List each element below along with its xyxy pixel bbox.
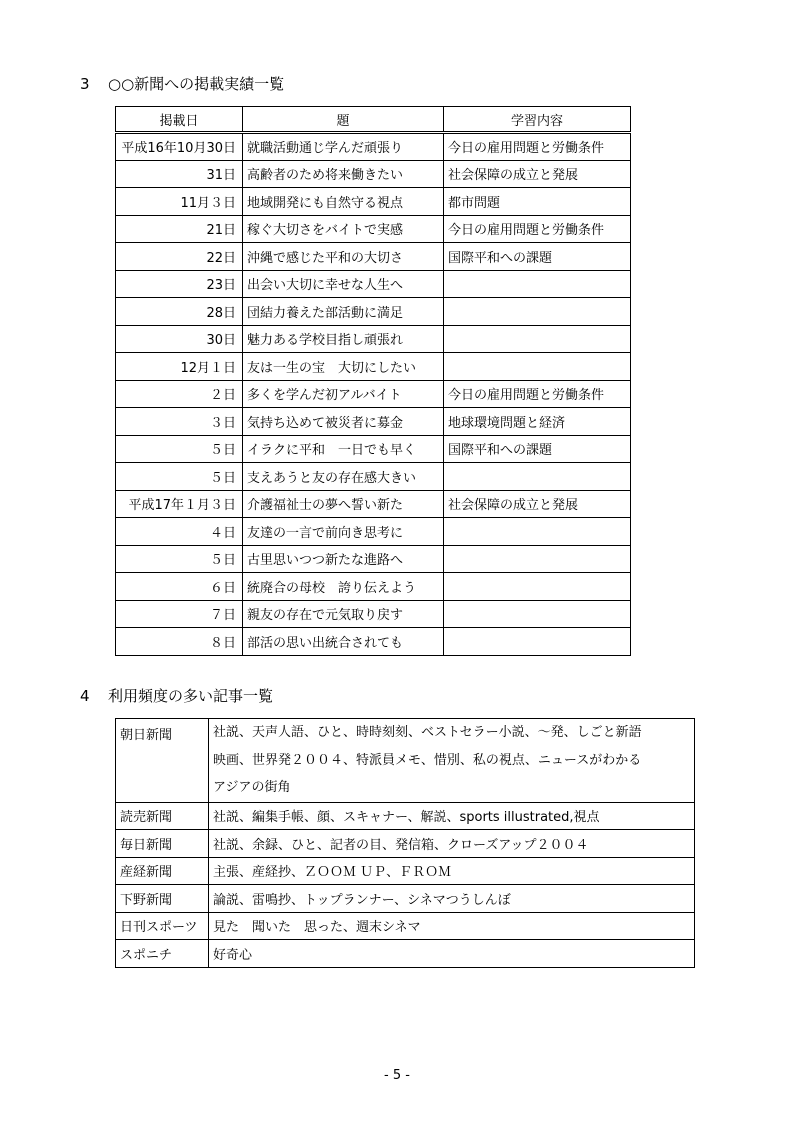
table-row: [116, 628, 631, 656]
header-title: 題: [243, 107, 444, 133]
frequent-articles-table: [115, 718, 695, 968]
cell-articles: 論説、雷鳴抄、トップランナー、シネマつうしんぼ: [209, 885, 695, 913]
section-4-title: 利用頻度の多い記事一覧: [108, 687, 274, 705]
cell-title: 支えあうと友の存在感大きい: [243, 463, 444, 491]
table-row: [116, 719, 695, 803]
table-row: [116, 912, 695, 940]
cell-newspaper: 日刊スポーツ: [116, 912, 209, 940]
section-3-number: 3: [80, 75, 90, 93]
cell-title: 気持ち込めて被災者に募金: [243, 408, 444, 436]
cell-content: 国際平和への課題: [444, 243, 631, 271]
cell-title: 団結力養えた部活動に満足: [243, 298, 444, 326]
cell-newspaper: 産経新聞: [116, 857, 209, 885]
cell-date: ３日: [116, 408, 243, 436]
cell-content: 国際平和への課題: [444, 435, 631, 463]
cell-date: ５日: [116, 463, 243, 491]
cell-newspaper: 毎日新聞: [116, 830, 209, 858]
cell-newspaper: 朝日新聞: [116, 719, 209, 803]
cell-date: ５日: [116, 545, 243, 573]
cell-content: 地球環境問題と経済: [444, 408, 631, 436]
table-row: [116, 188, 631, 216]
section-3-title: ○○新聞への掲載実績一覧: [108, 75, 285, 93]
cell-date: 28日: [116, 298, 243, 326]
cell-content: [444, 600, 631, 628]
header-content: 学習内容: [444, 107, 631, 133]
section-3-heading: [80, 74, 284, 94]
cell-date: 12月１日: [116, 353, 243, 381]
cell-title: 友は一生の宝 大切にしたい: [243, 353, 444, 381]
cell-title: 魅力ある学校目指し頑張れ: [243, 325, 444, 353]
cell-content: [444, 463, 631, 491]
cell-title: イラクに平和 一日でも早く: [243, 435, 444, 463]
cell-date: 21日: [116, 215, 243, 243]
cell-content: [444, 518, 631, 546]
cell-articles: 主張、産経抄、ＺＯＯＭ ＵＰ、ＦＲＯＭ: [209, 857, 695, 885]
cell-content: [444, 298, 631, 326]
cell-date: ８日: [116, 628, 243, 656]
cell-content: 都市問題: [444, 188, 631, 216]
table-row: [116, 215, 631, 243]
cell-title: 統廃合の母校 誇り伝えよう: [243, 573, 444, 601]
table-row: [116, 160, 631, 188]
cell-title: 高齢者のため将来働きたい: [243, 160, 444, 188]
article-line: 映画、世界発２００４、特派員メモ、惜別、私の視点、ニュースがわかる: [213, 752, 642, 768]
cell-articles: 社説、編集手帳、顔、スキャナー、解説、sports illustrated,視点: [209, 802, 695, 830]
table-row: [116, 133, 631, 161]
cell-content: [444, 573, 631, 601]
cell-date: 22日: [116, 243, 243, 271]
table-row: [116, 830, 695, 858]
cell-title: 友達の一言で前向き思考に: [243, 518, 444, 546]
table-row: [116, 353, 631, 381]
cell-title: 部活の思い出統合されても: [243, 628, 444, 656]
cell-title: 古里思いつつ新たな進路へ: [243, 545, 444, 573]
table-header-row: [116, 107, 631, 133]
cell-content: 今日の雇用問題と労働条件: [444, 215, 631, 243]
cell-title: 親友の存在で元気取り戻す: [243, 600, 444, 628]
cell-articles: 好奇心: [209, 940, 695, 968]
cell-date: 30日: [116, 325, 243, 353]
table-row: [116, 463, 631, 491]
cell-date: 平成17年１月３日: [116, 490, 243, 518]
table-row: [116, 802, 695, 830]
cell-newspaper: 下野新聞: [116, 885, 209, 913]
table-row: [116, 490, 631, 518]
cell-content: 社会保障の成立と発展: [444, 490, 631, 518]
cell-articles: 社説、余録、ひと、記者の目、発信箱、クローズアップ２００４: [209, 830, 695, 858]
cell-date: ４日: [116, 518, 243, 546]
page-number: - 5 -: [384, 1068, 410, 1083]
cell-newspaper: スポニチ: [116, 940, 209, 968]
publication-record-table: [115, 106, 631, 656]
table-row: [116, 270, 631, 298]
section-4-number: 4: [80, 687, 90, 705]
cell-title: 沖縄で感じた平和の大切さ: [243, 243, 444, 271]
section-4-heading: [80, 686, 273, 706]
table-row: [116, 243, 631, 271]
table-row: [116, 940, 695, 968]
frequent-articles-body: [116, 719, 695, 968]
table-row: [116, 857, 695, 885]
cell-content: [444, 325, 631, 353]
table-row: [116, 380, 631, 408]
cell-content: 社会保障の成立と発展: [444, 160, 631, 188]
cell-date: ２日: [116, 380, 243, 408]
cell-content: 今日の雇用問題と労働条件: [444, 380, 631, 408]
cell-title: 地域開発にも自然守る視点: [243, 188, 444, 216]
table-row: [116, 885, 695, 913]
cell-date: 平成16年10月30日: [116, 133, 243, 161]
cell-content: [444, 353, 631, 381]
article-line: アジアの街角: [213, 780, 291, 795]
cell-articles: 見た 聞いた 思った、週末シネマ: [209, 912, 695, 940]
cell-date: 31日: [116, 160, 243, 188]
cell-date: ５日: [116, 435, 243, 463]
header-date: 掲載日: [116, 107, 243, 133]
cell-date: 23日: [116, 270, 243, 298]
cell-content: [444, 545, 631, 573]
cell-title: 出会い大切に幸せな人生へ: [243, 270, 444, 298]
cell-content: [444, 628, 631, 656]
cell-title: 稼ぐ大切さをバイトで実感: [243, 215, 444, 243]
cell-articles: [209, 719, 695, 803]
cell-title: 多くを学んだ初アルバイト: [243, 380, 444, 408]
cell-date: 11月３日: [116, 188, 243, 216]
table-row: [116, 298, 631, 326]
publication-record-body: [116, 133, 631, 656]
table-row: [116, 518, 631, 546]
table-row: [116, 600, 631, 628]
table-row: [116, 325, 631, 353]
cell-content: 今日の雇用問題と労働条件: [444, 133, 631, 161]
cell-title: 就職活動通じ学んだ頑張り: [243, 133, 444, 161]
table-row: [116, 545, 631, 573]
cell-newspaper: 読売新聞: [116, 802, 209, 830]
table-row: [116, 408, 631, 436]
cell-content: [444, 270, 631, 298]
cell-date: ６日: [116, 573, 243, 601]
article-line: 社説、天声人語、ひと、時時刻刻、ベストセラー小説、～発、しごと新語: [213, 725, 642, 740]
cell-title: 介護福祉士の夢へ誓い新た: [243, 490, 444, 518]
cell-date: ７日: [116, 600, 243, 628]
table-row: [116, 435, 631, 463]
table-row: [116, 573, 631, 601]
